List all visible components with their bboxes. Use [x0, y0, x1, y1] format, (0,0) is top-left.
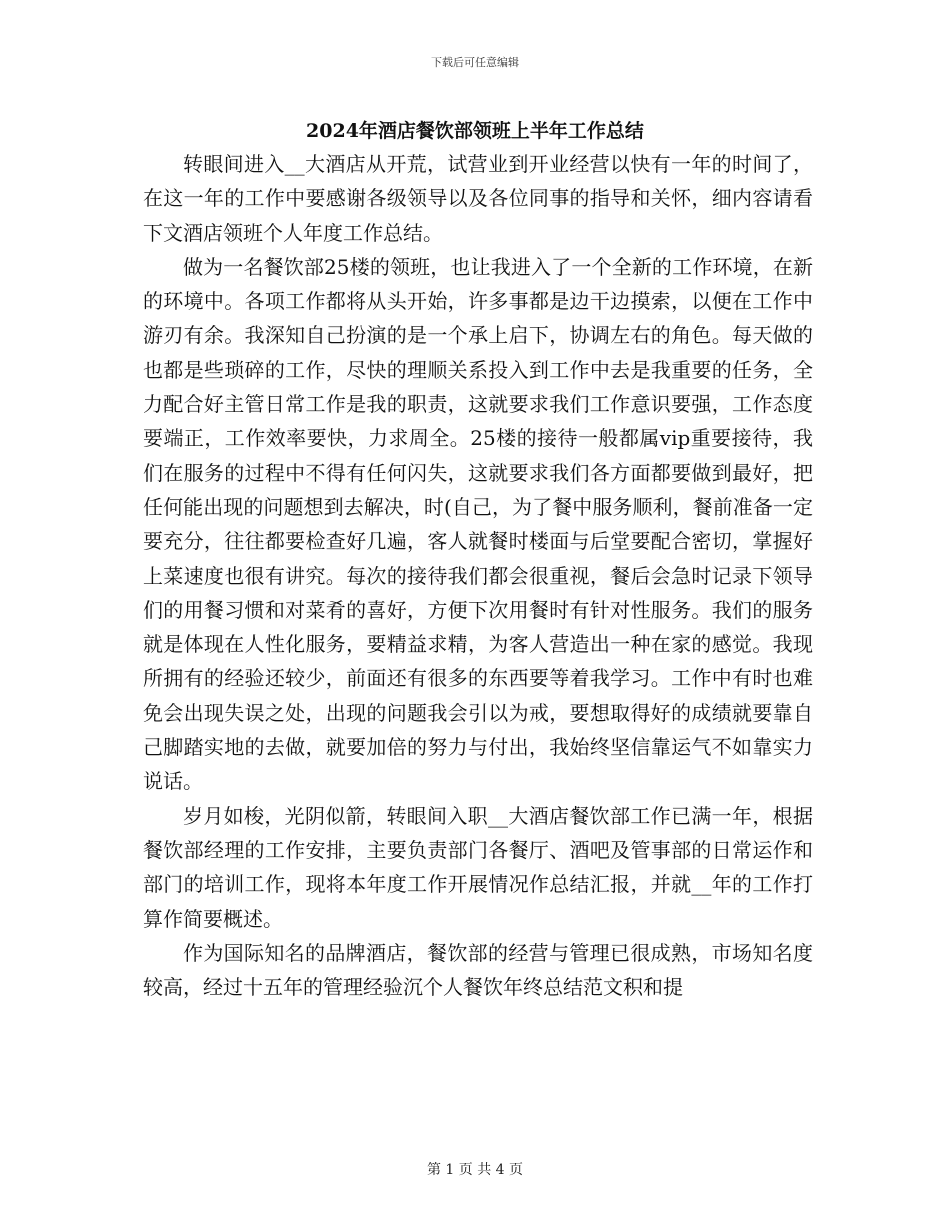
paragraph-3: 岁月如梭，光阴似箭，转眼间入职__大酒店餐饮部工作已满一年，根据餐饮部经理的工作安排，主要负责部门各餐厅、酒吧及管事部的日常运作和部门的培训工作，现将本年度工作开展情况作总结汇报，并就__年的工作打算作简要概述。 — [143, 803, 813, 931]
document-body — [143, 147, 813, 1004]
header-note: 下载后可任意编辑 — [431, 56, 519, 69]
page-number: 第 1 页 共 4 页 — [426, 1162, 524, 1178]
document-title: 2024年酒店餐饮部领班上半年工作总结 — [306, 120, 644, 142]
paragraph-2: 做为一名餐饮部25楼的领班，也让我进入了一个全新的工作环境，在新的环境中。各项工作都将从头开始，许多事都是边干边摸索，以便在工作中游刃有余。我深知自己扮演的是一个承上启下，协调左右的角色。每天做的也都是些琐碎的工作，尽快的理顺关系投入到工作中去是我重要的任务，全力配合好主管日常工作是我的职责，这就要求我们工作意识要强，工作态度要端正，工作效率要快，力求周全。25楼的接待一般都属vip重要接待，我们在服务的过程中不得有任何闪失，这就要求我们各方面都要做到最好，把任何能出现的问题想到去解决，时(自己，为了餐中服务顺利，餐前准备一定要充分，往往都要检查好几遍，客人就餐时楼面与后堂要配合密切，掌握好上菜速度也很有讲究。每次的接待我们都会很重视，餐后会急时记录下领导们的用餐习惯和对菜肴的喜好，方便下次用餐时有针对性服务。我们的服务就是体现在人性化服务，要精益求精，为客人营造出一种在家的感觉。我现所拥有的经验还较少，前面还有很多的东西要等着我学习。工作中有时也难免会出现失误之处，出现的问题我会引以为戒，要想取得好的成绩就要靠自己脚踏实地的去做，就要加倍的努力与付出，我始终坚信靠运气不如靠实力说话。 — [143, 254, 813, 794]
paragraph-4: 作为国际知名的品牌酒店，餐饮部的经营与管理已很成熟，市场知名度较高，经过十五年的管理经验沉个人餐饮年终总结范文积和提 — [143, 940, 813, 1000]
paragraph-1: 转眼间进入__大酒店从开荒，试营业到开业经营以快有一年的时间了，在这一年的工作中要感谢各级领导以及各位同事的指导和关怀，细内容请看下文酒店领班个人年度工作总结。 — [143, 152, 813, 245]
